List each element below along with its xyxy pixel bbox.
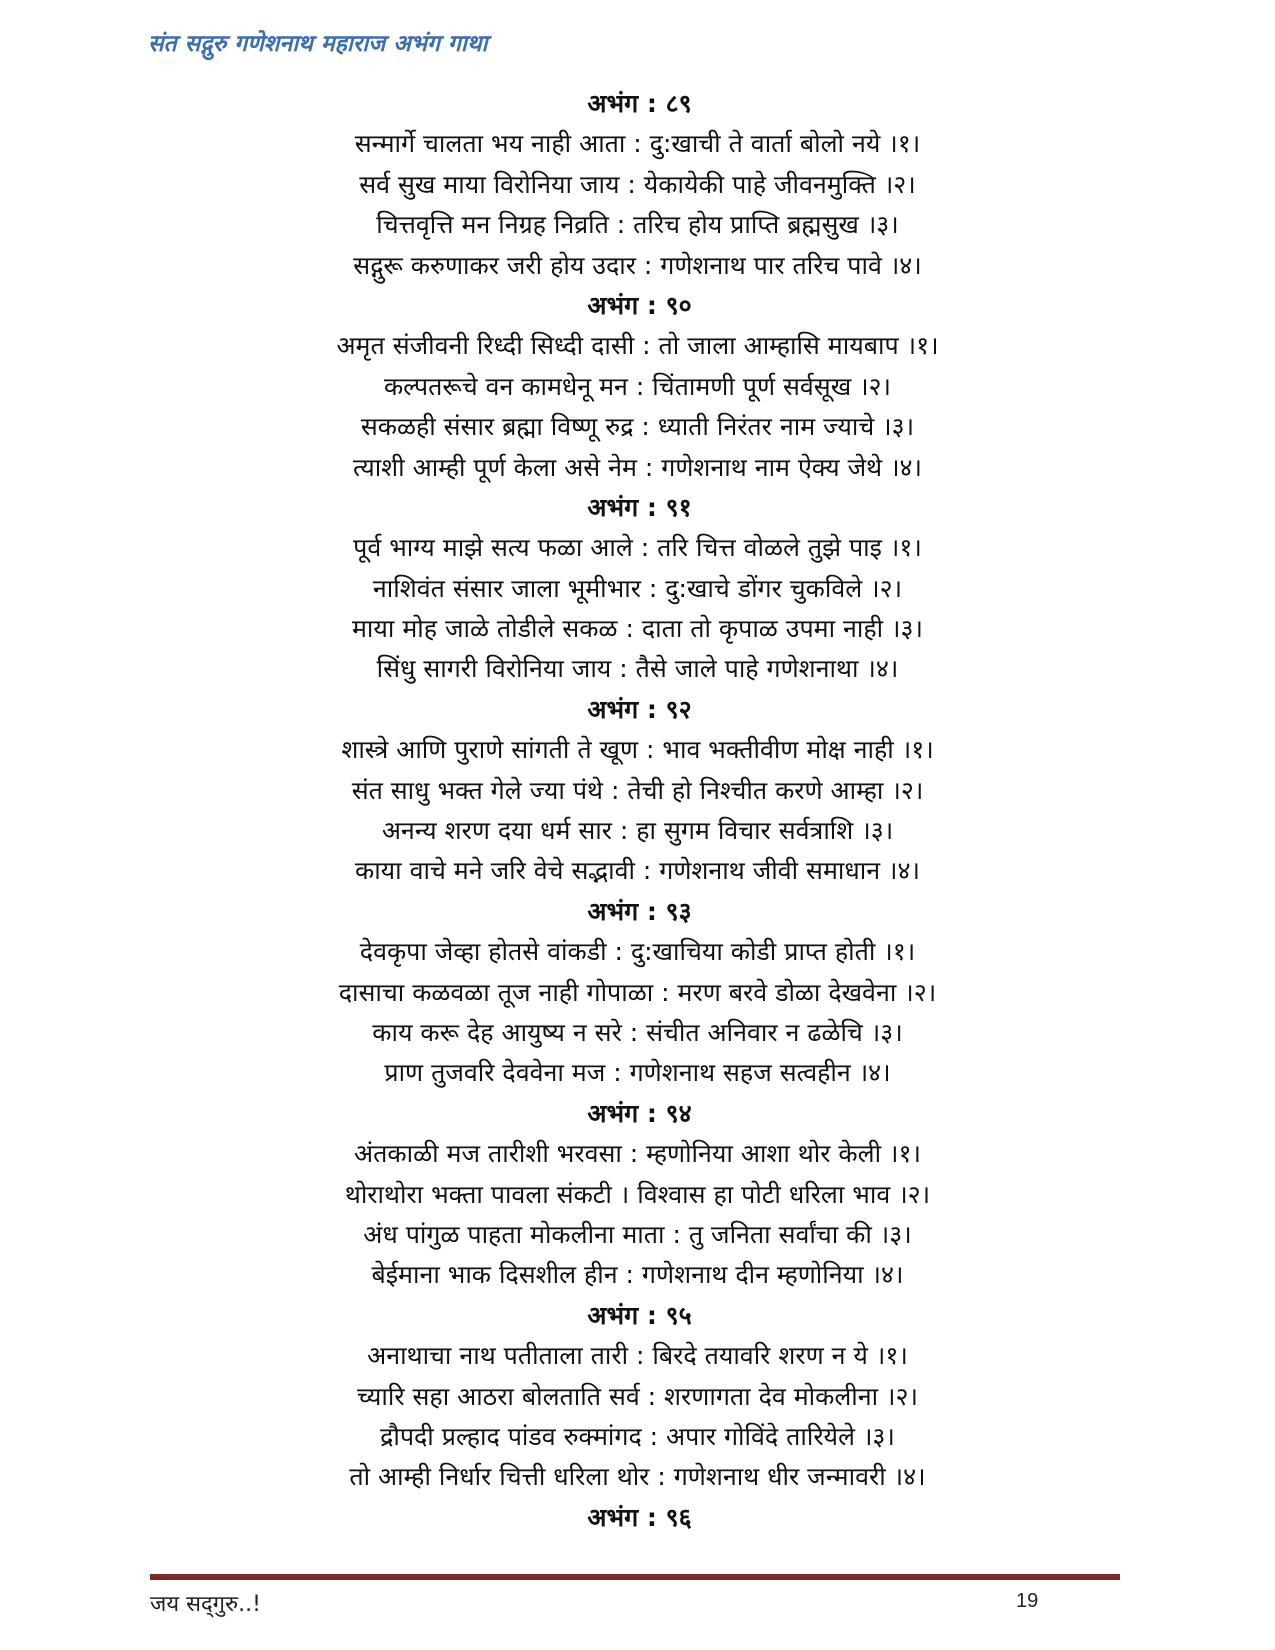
- abhang-text-body: [0, 84, 1275, 1538]
- verse-line: कल्पतरूचे वन कामधेनू मन : चिंतामणी पूर्ण सर्वसूख ।२।: [383, 371, 892, 401]
- verse-line: काया वाचे मने जरि वेचे सद्भावी : गणेशनाथ जीवी समाधान ।४।: [355, 856, 920, 886]
- verse-line: त्याशी आम्ही पूर्ण केला असे नेम : गणेशनाथ नाम ऐक्य जेथे ।४।: [352, 452, 923, 482]
- verse-line: सर्व सुख माया विरोनिया जाय : येकायेकी पाहे जीवनमुक्ति ।२।: [359, 169, 916, 199]
- verse-line: अनन्य शरण दया धर्म सार : हा सुगम विचार सर्वत्राशि ।३।: [381, 816, 894, 846]
- abhang-heading: अभंग : ९०: [587, 290, 692, 320]
- verse-line: अंतकाळी मज तारीशी भरवसा : म्हणोनिया आशा थोर केली ।१।: [354, 1139, 921, 1169]
- verse-line: नाशिवंत संसार जाला भूमीभार : दु:खाचे डोंगर चुकविले ।२।: [372, 573, 903, 603]
- verse-line: सद्गुरू करुणाकर जरी होय उदार : गणेशनाथ पार तरिच पावे ।४।: [353, 250, 922, 280]
- abhang-heading: अभंग : ९१: [587, 492, 692, 522]
- verse-line: संत साधु भक्त गेले ज्या पंथे : तेची हो निश्चीत करणे आम्हा ।२।: [351, 775, 924, 805]
- abhang-heading: अभंग : ९६: [587, 1502, 692, 1532]
- footer-rule: [150, 1574, 1120, 1580]
- verse-line: च्यारि सहा आठरा बोलताति सर्व : शरणागता देव मोकलीना ।२।: [357, 1381, 918, 1411]
- page-number: 19: [1016, 1590, 1039, 1612]
- verse-line: पूर्व भाग्य माझे सत्य फळा आले : तरि चित्त वोळले तुझे पाइ ।१।: [353, 533, 922, 563]
- verse-line: द्रौपदी प्रल्हाद पांडव रुक्मांगद : अपार गोविंदे तारियेले ।३।: [380, 1421, 895, 1451]
- verse-line: अनाथाचा नाथ पतीताला तारी : बिरदे तयावरि शरण न ये ।१।: [367, 1341, 908, 1371]
- abhang-heading: अभंग : ९४: [587, 1098, 692, 1128]
- verse-line: दासाचा कळवळा तूज नाही गोपाळा : मरण बरवे डोळा देखवेना ।२।: [338, 977, 937, 1007]
- verse-line: बेईमाना भाक दिसशील हीन : गणेशनाथ दीन म्हणोनिया ।४।: [371, 1260, 904, 1290]
- verse-line: काय करू देह आयुष्य न सरे : संचीत अनिवार न ढळेचि ।३।: [372, 1017, 903, 1047]
- verse-line: अमृत संजीवनी रिध्दी सिध्दी दासी : तो जाला आम्हासि मायबाप ।१।: [336, 331, 939, 361]
- verse-line: थोराथोरा भक्ता पावला संकटी । विश्वास हा पोटी धरिला भाव ।२।: [344, 1179, 931, 1209]
- verse-line: सिंधु सागरी विरोनिया जाय : तैसे जाले पाहे गणेशनाथा ।४।: [376, 654, 899, 684]
- verse-line: सन्मार्गे चालता भय नाही आता : दु:खाची ते वार्ता बोलो नये ।१।: [354, 129, 921, 159]
- verse-line: चित्तवृत्ति मन निग्रह निव्रति : तरिच होय प्राप्ति ब्रह्मसुख ।३।: [376, 210, 899, 240]
- verse-line: अंध पांगुळ पाहता मोकलीना माता : तु जनिता सर्वांचा की ।३।: [363, 1219, 912, 1249]
- verse-line: शास्त्रे आणि पुराणे सांगती ते खूण : भाव भक्तीवीण मोक्ष नाही ।१।: [341, 735, 934, 765]
- footer-text: जय सद्‌गुरु..!: [150, 1592, 261, 1617]
- abhang-heading: अभंग : ८९: [587, 89, 692, 118]
- abhang-heading: अभंग : ९५: [587, 1300, 692, 1330]
- verse-line: माया मोह जाळे तोडीले सकळ : दाता तो कृपाळ उपमा नाही ।३।: [351, 614, 924, 644]
- abhang-heading: अभंग : ९३: [587, 896, 692, 926]
- abhang-heading: अभंग : ९२: [587, 694, 692, 724]
- verse-line: तो आम्ही निर्धार चित्ती धरिला थोर : गणेशनाथ धीर जन्मावरी ।४।: [349, 1462, 926, 1492]
- verse-line: सकळही संसार ब्रह्मा विष्णू रुद्र : ध्याती निरंतर नाम ज्याचे ।३।: [360, 412, 915, 442]
- verse-line: देवकृपा जेव्हा होतसे वांकडी : दु:खाचिया कोडी प्राप्त होती ।१।: [359, 937, 916, 967]
- running-header: संत सद्गुरु गणेशनाथ महाराज अभंग गाथा: [148, 31, 488, 57]
- verse-line: प्राण तुजवरि देववेना मज : गणेशनाथ सहज सत्वहीन ।४।: [384, 1058, 891, 1088]
